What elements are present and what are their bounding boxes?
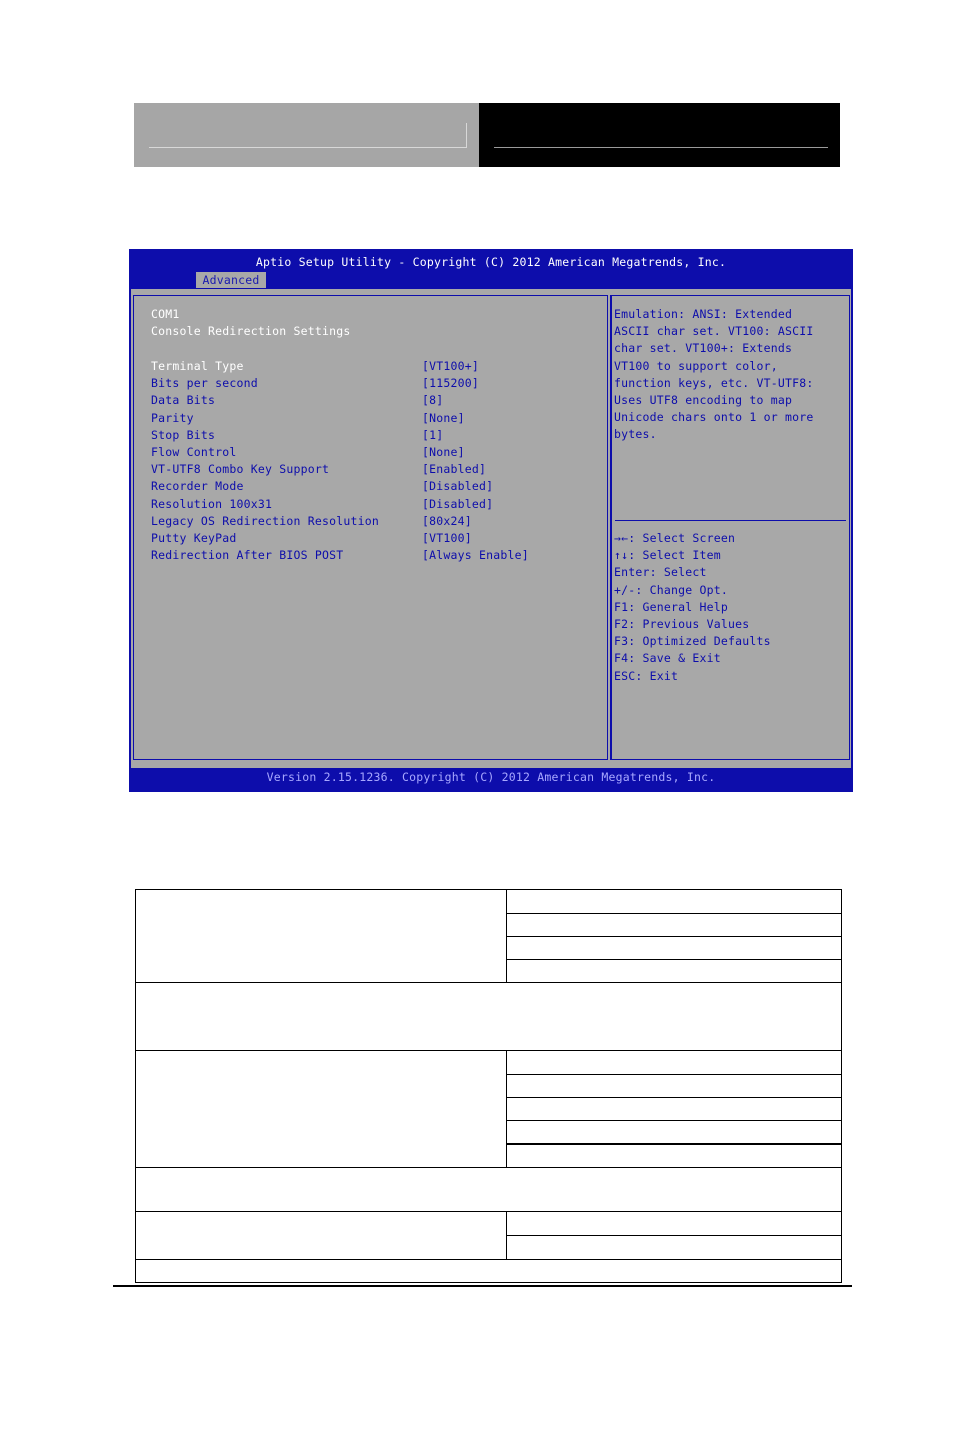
bios-title: Aptio Setup Utility - Copyright (C) 2012 American Megatrends, Inc. — [255, 255, 727, 269]
table-row-divider — [506, 1143, 842, 1145]
setting-row[interactable] — [151, 513, 591, 530]
setting-label: Resolution 100x31 — [151, 496, 273, 511]
key-help-line: F2: Previous Values — [614, 617, 750, 632]
header-rule — [149, 147, 467, 148]
table-border — [135, 889, 842, 890]
table-row-divider — [506, 936, 842, 937]
table-row-divider — [506, 1074, 842, 1075]
key-help-line: ↑↓: Select Item — [614, 548, 721, 563]
help-line: Uses UTF8 encoding to map — [614, 393, 793, 408]
setting-value[interactable]: [80x24] — [422, 513, 472, 528]
setting-row[interactable] — [151, 478, 591, 495]
setting-row[interactable] — [151, 410, 591, 427]
key-help-line: Enter: Select — [614, 565, 707, 580]
bios-screen — [129, 249, 853, 792]
table-row-divider — [135, 1167, 842, 1168]
table-row-divider — [135, 982, 842, 983]
tab-advanced[interactable]: Advanced — [196, 272, 266, 288]
setting-value[interactable]: [VT100] — [422, 531, 472, 545]
help-line: Emulation: ANSI: Extended — [614, 307, 793, 321]
setting-row[interactable] — [151, 547, 591, 564]
setting-row[interactable] — [151, 496, 591, 513]
setting-label: Legacy OS Redirection Resolution — [151, 513, 379, 528]
setting-label: Recorder Mode — [151, 479, 244, 494]
table-row-divider — [135, 1050, 842, 1051]
setting-label: Stop Bits — [151, 427, 216, 442]
key-help-line: F4: Save & Exit — [614, 651, 721, 666]
setting-label: Data Bits — [151, 393, 216, 408]
bios-footer: Version 2.15.1236. Copyright (C) 2012 American Megatrends, Inc. — [266, 770, 716, 784]
key-help-line: F1: General Help — [614, 599, 728, 614]
setting-value[interactable]: [Disabled] — [422, 479, 494, 494]
help-line: VT100 to support color, — [614, 358, 778, 373]
setting-row[interactable] — [151, 375, 591, 392]
setting-label: Flow Control — [151, 445, 237, 459]
key-help-line: ESC: Exit — [614, 668, 679, 683]
table-row-divider — [506, 1120, 842, 1121]
help-line: char set. VT100+: Extends — [614, 341, 793, 356]
key-help-line: +/-: Change Opt. — [614, 582, 728, 597]
table-border — [135, 1282, 842, 1283]
section-heading: COM1 — [151, 307, 180, 321]
setting-row[interactable] — [151, 358, 591, 375]
setting-value[interactable]: [Enabled] — [422, 462, 487, 477]
setting-value[interactable]: [8] — [422, 393, 444, 408]
setting-label: Redirection After BIOS POST — [151, 548, 344, 563]
setting-label: Putty KeyPad — [151, 531, 237, 545]
section-subtitle: Console Redirection Settings — [151, 324, 351, 338]
help-line: Unicode chars onto 1 or more — [614, 410, 814, 425]
setting-value[interactable]: [Disabled] — [422, 496, 494, 511]
setting-row[interactable] — [151, 530, 591, 547]
setting-value[interactable]: [1] — [422, 427, 444, 442]
table-row-divider — [506, 1235, 842, 1236]
table-row-divider — [506, 913, 842, 914]
header-tick — [466, 123, 467, 148]
setting-row[interactable] — [151, 392, 591, 409]
setting-row[interactable] — [151, 444, 591, 461]
table-row-divider — [135, 1259, 842, 1260]
page-header-right — [479, 103, 840, 167]
setting-row[interactable] — [151, 427, 591, 444]
help-divider — [615, 520, 846, 521]
table-row-divider — [135, 1211, 842, 1212]
setting-value[interactable]: [Always Enable] — [422, 548, 529, 563]
setting-value[interactable]: [None] — [422, 445, 465, 459]
header-rule — [494, 147, 828, 148]
table-border — [841, 889, 842, 1283]
setting-value[interactable]: [None] — [422, 410, 465, 425]
table-column-divider — [506, 1050, 507, 1167]
page-header-left — [134, 103, 479, 167]
setting-label: VT-UTF8 Combo Key Support — [151, 462, 330, 477]
key-help-line: F3: Optimized Defaults — [614, 634, 771, 649]
bios-body — [131, 289, 851, 768]
setting-label: Parity — [151, 410, 194, 425]
page-bottom-rule — [113, 1285, 852, 1287]
help-line: bytes. — [614, 427, 657, 442]
setting-label: Bits per second — [151, 376, 258, 391]
table-border — [135, 889, 136, 1283]
key-help-line: →←: Select Screen — [614, 531, 736, 545]
table-row-divider — [506, 959, 842, 960]
setting-row[interactable] — [151, 461, 591, 478]
key-help — [614, 530, 846, 685]
table-row-divider — [506, 1097, 842, 1098]
options-table — [135, 889, 842, 1283]
setting-label: Terminal Type — [151, 359, 244, 373]
help-line: ASCII char set. VT100: ASCII — [614, 324, 814, 339]
setting-value[interactable]: [115200] — [422, 376, 479, 391]
setting-value[interactable]: [VT100+] — [422, 359, 479, 373]
help-line: function keys, etc. VT-UTF8: — [614, 375, 814, 390]
help-text — [614, 306, 846, 444]
